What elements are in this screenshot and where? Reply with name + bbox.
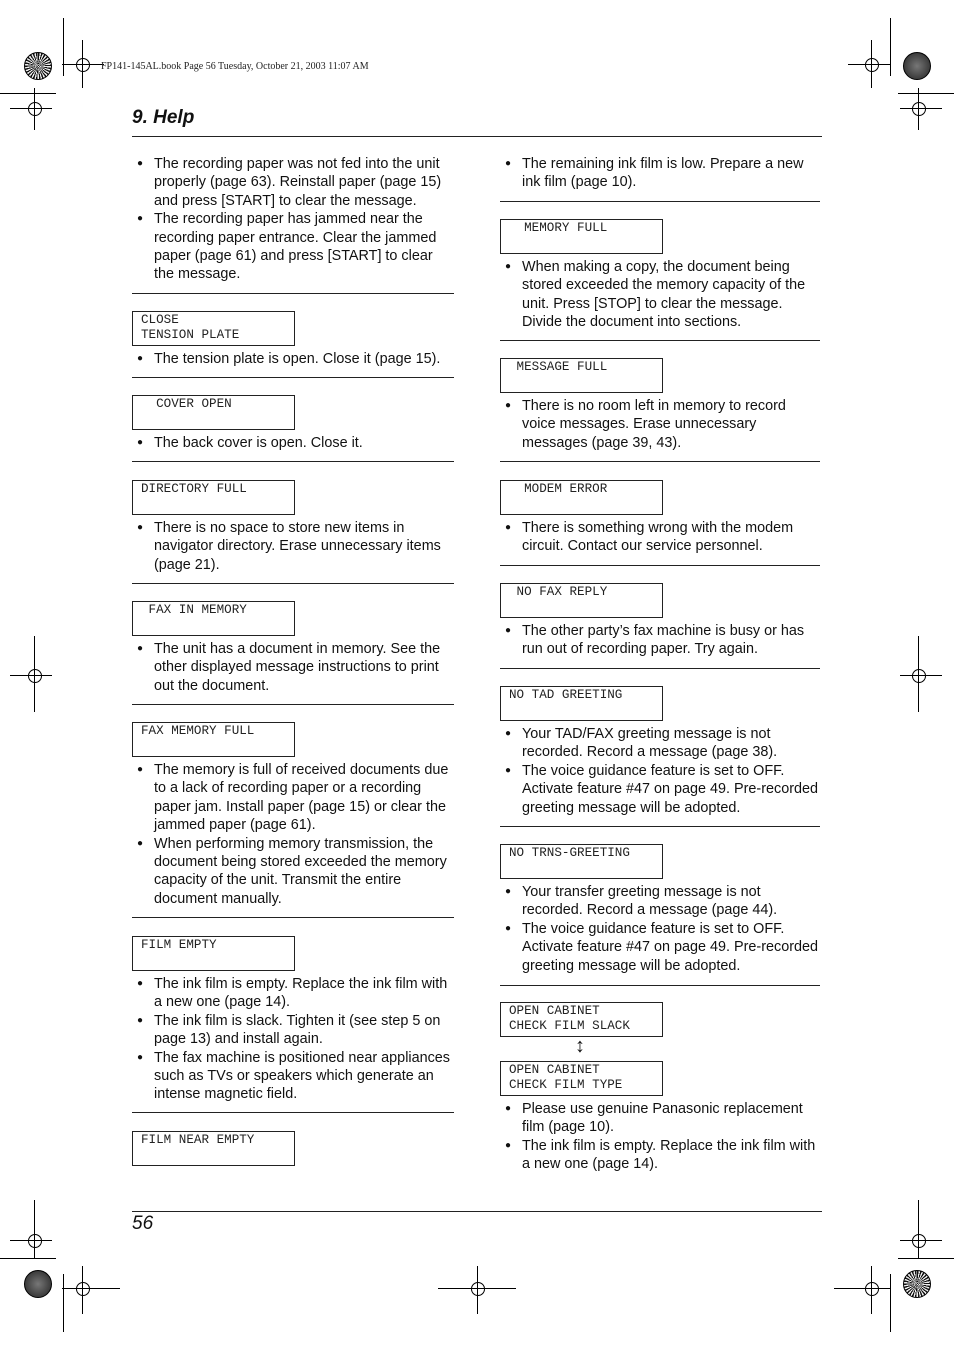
lcd-display: FILM EMPTY [132, 936, 295, 971]
separator [132, 293, 454, 294]
crosshair-mark [28, 102, 42, 116]
crop-mark [898, 93, 954, 94]
bullet-list [132, 975, 454, 1104]
separator [132, 377, 454, 378]
close-tension-plate-section [132, 350, 454, 368]
lcd-display: DIRECTORY FULL [132, 480, 295, 515]
crop-mark [0, 93, 56, 94]
lcd-display: MEMORY FULL [500, 219, 663, 254]
fax-memory-full-section [132, 761, 454, 908]
separator [500, 201, 820, 202]
film-near-empty-section [500, 155, 820, 192]
list-item: ● Please use genuine Panasonic replacement film (page 10). [500, 1100, 820, 1137]
crop-mark [890, 1274, 891, 1332]
no-trns-greeting-section [500, 883, 820, 975]
fax-in-memory-section [132, 640, 454, 695]
crosshair-mark [28, 669, 42, 683]
list-item: ● When performing memory transmission, the document being stored exceeded the memory capacity of the unit. Transmit the entire document manually. [132, 835, 454, 909]
crosshair-mark [471, 1282, 485, 1296]
memory-full-section [500, 258, 820, 332]
list-item: ● The voice guidance feature is set to OFF. Activate feature #47 on page 49. Pre-recorded greeting message will be adopted. [500, 762, 820, 817]
list-item: ● The ink film is slack. Tighten it (see step 5 on page 13) and install again. [132, 1012, 454, 1049]
intro-section [132, 155, 454, 284]
modem-error-section [500, 519, 820, 556]
lcd-display: MODEM ERROR [500, 480, 663, 515]
crosshair-mark [912, 102, 926, 116]
separator [500, 461, 820, 462]
crop-mark [62, 1288, 120, 1289]
bullet-list [132, 434, 454, 452]
book-info-header: FP141-145AL.book Page 56 Tuesday, October 21, 2003 11:07 AM [101, 61, 369, 72]
crosshair-mark [865, 58, 879, 72]
bullet-list [132, 155, 454, 284]
crosshair-mark [28, 1234, 42, 1248]
list-item: ● The fax machine is positioned near appliances such as TVs or speakers which generate an intense magnetic field. [132, 1049, 454, 1104]
crop-mark [0, 1258, 56, 1259]
list-item: ● Your transfer greeting message is not recorded. Record a message (page 44). [500, 883, 820, 920]
up-down-arrow-icon: ↕ [575, 1035, 585, 1057]
list-item: ● The remaining ink film is low. Prepare a new ink film (page 10). [500, 155, 820, 192]
bullet-list [500, 622, 820, 659]
crosshair-mark [912, 1234, 926, 1248]
separator [500, 340, 820, 341]
bullet-list [500, 258, 820, 332]
bullet-list [132, 640, 454, 695]
bullet-list [500, 519, 820, 556]
list-item: ● When making a copy, the document being stored exceeded the memory capacity of the unit. Press [STOP] to clear the message. Divide the document into sections. [500, 258, 820, 332]
lcd-display: FAX IN MEMORY [132, 601, 295, 636]
crop-mark [918, 1200, 919, 1258]
open-cabinet-section [500, 1100, 820, 1174]
crop-mark [34, 1200, 35, 1258]
message-full-section [500, 397, 820, 452]
separator [132, 1112, 454, 1113]
footer-rule [132, 1211, 822, 1212]
directory-full-section [132, 519, 454, 574]
registration-disc [24, 52, 52, 80]
list-item: ● There is no room left in memory to record voice messages. Erase unnecessary messages (page 39, 43). [500, 397, 820, 452]
crosshair-mark [76, 1282, 90, 1296]
registration-disc [24, 1270, 52, 1298]
registration-disc [903, 52, 931, 80]
lcd-display: OPEN CABINET CHECK FILM TYPE [500, 1061, 663, 1096]
page-number: 56 [132, 1213, 154, 1234]
list-item: ● The ink film is empty. Replace the ink film with a new one (page 14). [132, 975, 454, 1012]
bullet-list [500, 725, 820, 817]
lcd-display: NO FAX REPLY [500, 583, 663, 618]
lcd-display: COVER OPEN [132, 395, 295, 430]
lcd-display: FILM NEAR EMPTY [132, 1131, 295, 1166]
lcd-display: NO TRNS-GREETING [500, 844, 663, 879]
lcd-display: CLOSE TENSION PLATE [132, 311, 295, 346]
list-item: ● The unit has a document in memory. See the other displayed message instructions to print out the document. [132, 640, 454, 695]
list-item: ● There is something wrong with the modem circuit. Contact our service personnel. [500, 519, 820, 556]
list-item: ● The other party’s fax machine is busy or has run out of recording paper. Try again. [500, 622, 820, 659]
crosshair-mark [912, 669, 926, 683]
bullet-list [500, 883, 820, 975]
list-item: ● The recording paper has jammed near the recording paper entrance. Clear the jammed paper (page 61) and press [START] to clear the message. [132, 210, 454, 284]
bullet-list [500, 155, 820, 192]
list-item: ● The voice guidance feature is set to OFF. Activate feature #47 on page 49. Pre-recorded greeting message will be adopted. [500, 920, 820, 975]
crop-mark [834, 1288, 890, 1289]
list-item: ● The tension plate is open. Close it (page 15). [132, 350, 454, 368]
separator [500, 985, 820, 986]
list-item: ● Your TAD/FAX greeting message is not recorded. Record a message (page 38). [500, 725, 820, 762]
no-fax-reply-section [500, 622, 820, 659]
crop-mark [890, 18, 891, 76]
bullet-list [500, 397, 820, 452]
lcd-display: OPEN CABINET CHECK FILM SLACK [500, 1002, 663, 1037]
crop-mark [63, 18, 64, 76]
header-rule [132, 136, 822, 137]
bullet-list [500, 1100, 820, 1174]
crop-mark [898, 1258, 954, 1259]
separator [132, 917, 454, 918]
lcd-display: NO TAD GREETING [500, 686, 663, 721]
film-empty-section [132, 975, 454, 1104]
lcd-display: MESSAGE FULL [500, 358, 663, 393]
list-item: ● The back cover is open. Close it. [132, 434, 454, 452]
separator [132, 583, 454, 584]
separator [132, 461, 454, 462]
crop-mark [63, 1274, 64, 1332]
crosshair-mark [865, 1282, 879, 1296]
lcd-display: FAX MEMORY FULL [132, 722, 295, 757]
bullet-list [132, 350, 454, 368]
crosshair-mark [76, 58, 90, 72]
no-tad-greeting-section [500, 725, 820, 817]
list-item: ● The ink film is empty. Replace the ink film with a new one (page 14). [500, 1137, 820, 1174]
bullet-list [132, 519, 454, 574]
bullet-list [132, 761, 454, 908]
separator [500, 565, 820, 566]
list-item: ● There is no space to store new items in navigator directory. Erase unnecessary items (page 21). [132, 519, 454, 574]
registration-disc [903, 1270, 931, 1298]
section-title: 9. Help [132, 107, 195, 128]
separator [500, 668, 820, 669]
cover-open-section [132, 434, 454, 452]
list-item: ● The memory is full of received documents due to a lack of recording paper or a recording paper jam. Install paper (page 15) or clear the jammed paper (page 61). [132, 761, 454, 835]
list-item: ● The recording paper was not fed into the unit properly (page 63). Reinstall paper (page 15) and press [START] to clear the message. [132, 155, 454, 210]
separator [132, 704, 454, 705]
separator [500, 826, 820, 827]
